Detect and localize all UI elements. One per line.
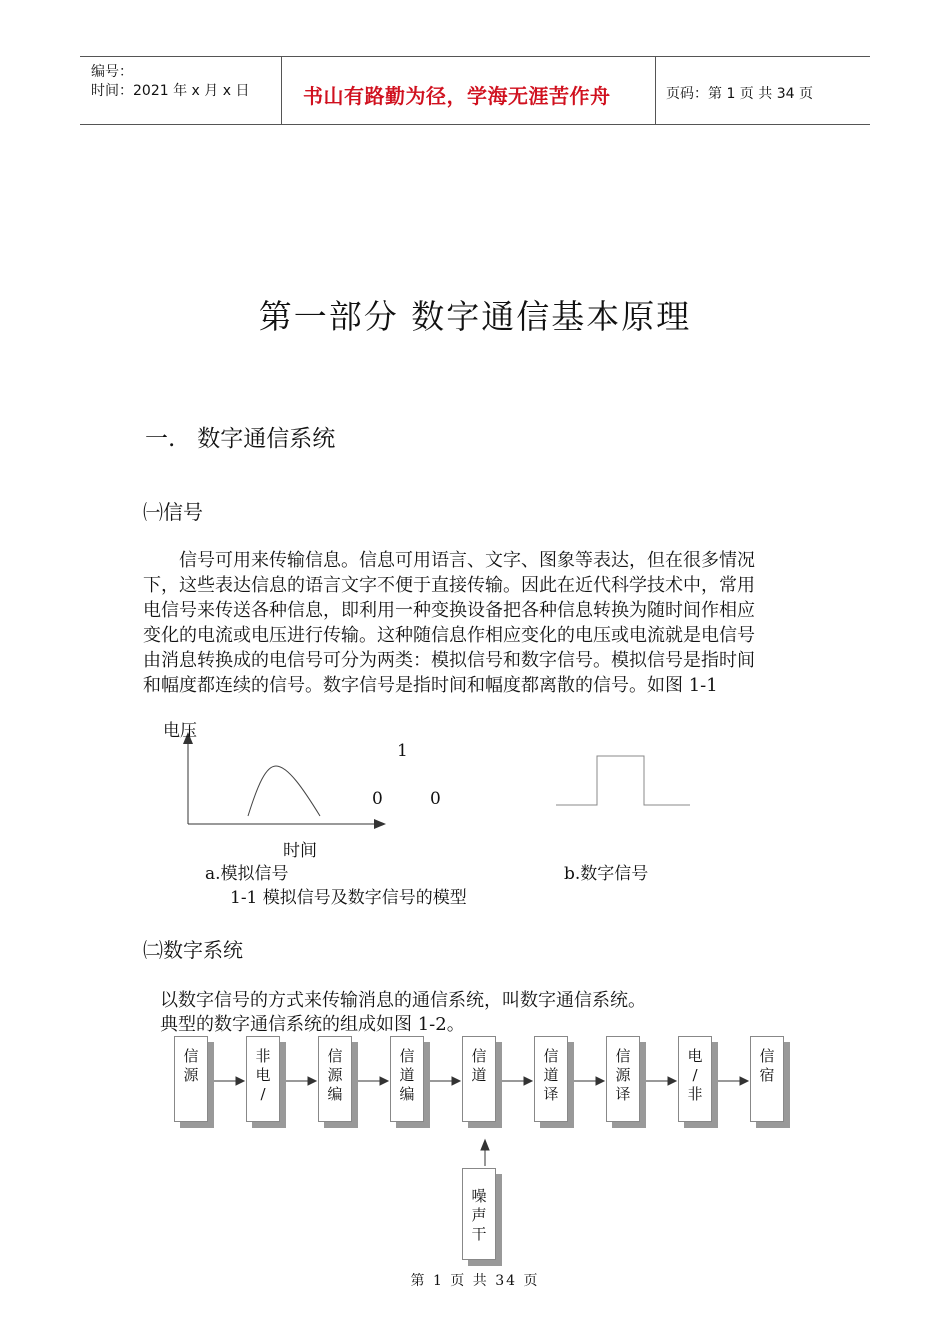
arrow-icon (380, 1077, 388, 1085)
arrow-icon (236, 1077, 244, 1085)
analog-caption: a.模拟信号 (205, 864, 289, 884)
subsection-heading-digital-system: ㈡数字系统 (143, 938, 243, 962)
system-description-line: 典型的数字通信系统的组成如图 1-2。 (160, 1014, 465, 1035)
time-axis-arrow-icon (374, 819, 386, 829)
block-source-encoder: 信 源 编 (318, 1036, 352, 1122)
arrow-icon (740, 1077, 748, 1085)
header-motto: 书山有路勤为径，学海无涯苦作舟 (303, 84, 611, 108)
level-zero-label: 0 (372, 789, 383, 809)
header-top-rule (80, 56, 870, 57)
arrow-icon (452, 1077, 460, 1085)
block-nonelectric-converter: 非 电 / (246, 1036, 280, 1122)
page-title: 第一部分 数字通信基本原理 (258, 297, 692, 336)
digital-caption: b.数字信号 (564, 864, 649, 884)
level-one-label: 1 (397, 741, 408, 761)
analog-waveform (248, 766, 320, 816)
block-channel-decoder: 信 道 译 (534, 1036, 568, 1122)
arrow-icon (308, 1077, 316, 1085)
subsection-heading-signal: ㈠信号 (143, 500, 203, 524)
document-number-label: 编号： (91, 64, 133, 80)
system-description-line: 以数字信号的方式来传输消息的通信系统，叫数字通信系统。 (160, 990, 646, 1011)
block-electric-converter: 电 / 非 (678, 1036, 712, 1122)
page-footer: 第 1 页 共 34 页 (410, 1273, 540, 1289)
block-channel-encoder: 信 道 编 (390, 1036, 424, 1122)
arrow-icon (481, 1140, 489, 1150)
arrow-icon (524, 1077, 532, 1085)
voltage-axis-label: 电压 (163, 721, 197, 741)
section-heading: 一. 数字通信系统 (145, 426, 336, 452)
block-info-sink: 信 宿 (750, 1036, 784, 1122)
header-bottom-rule (80, 124, 870, 125)
paragraph-line: 变化的电流或电压进行传输。这种随信息作相应变化的电压或电流就是电信号 (143, 625, 755, 646)
block-noise: 噪 声 干 (462, 1168, 496, 1260)
paragraph-line: 电信号来传送各种信息，即利用一种变换设备把各种信息转换为随时间作相应 (143, 600, 755, 621)
time-axis-label: 时间 (283, 841, 317, 861)
paragraph-line: 信号可用来传输信息。信息可用语言、文字、图象等表达，但在很多情况 (143, 550, 755, 571)
block-info-source: 信 源 (174, 1036, 208, 1122)
signal-figure (170, 720, 730, 870)
figure-caption: 1-1 模拟信号及数字信号的模型 (230, 888, 467, 908)
arrow-icon (596, 1077, 604, 1085)
header-divider-left (281, 56, 282, 125)
paragraph-line: 由消息转换成的电信号可分为两类：模拟信号和数字信号。模拟信号是指时间 (143, 650, 755, 671)
digital-waveform (556, 756, 690, 805)
header-divider-right (655, 56, 656, 125)
signal-paragraph (143, 548, 803, 698)
level-zero-label: 0 (430, 789, 441, 809)
block-source-decoder: 信 源 译 (606, 1036, 640, 1122)
paragraph-line: 下，这些表达信息的语言文字不便于直接传输。因此在近代科学技术中，常用 (143, 575, 755, 596)
block-channel: 信 道 (462, 1036, 496, 1122)
paragraph-line: 和幅度都连续的信号。数字信号是指时间和幅度都离散的信号。如图 1-1 (143, 675, 718, 696)
arrow-icon (668, 1077, 676, 1085)
document-time: 时间：2021 年 x 月 x 日 (91, 83, 250, 99)
header-page-info: 页码：第 1 页 共 34 页 (666, 86, 813, 102)
